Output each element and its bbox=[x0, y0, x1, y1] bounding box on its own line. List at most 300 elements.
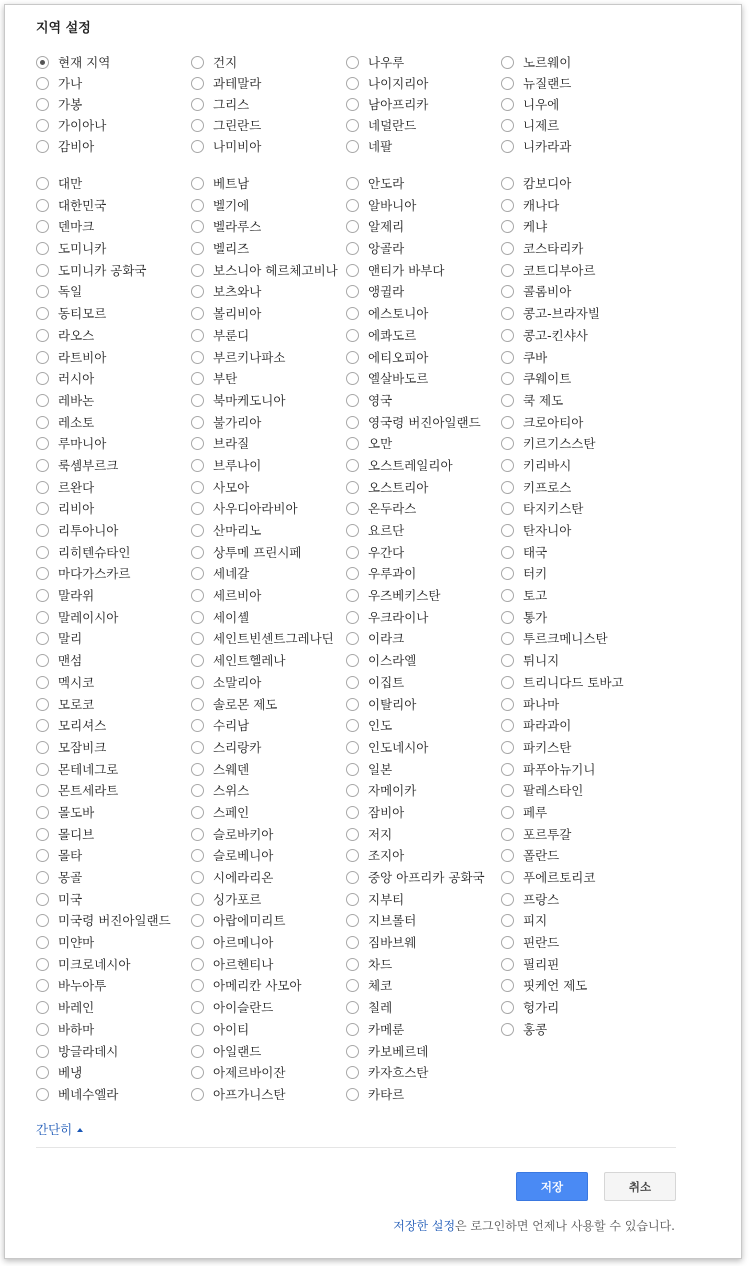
save-button[interactable]: 저장 bbox=[516, 1172, 588, 1201]
region-option[interactable] bbox=[346, 349, 498, 366]
radio-button[interactable] bbox=[501, 56, 514, 69]
region-option[interactable] bbox=[346, 75, 498, 92]
region-option[interactable] bbox=[191, 522, 343, 539]
radio-button[interactable] bbox=[346, 1001, 359, 1014]
region-option[interactable] bbox=[346, 240, 498, 257]
region-option[interactable] bbox=[501, 956, 653, 973]
region-option[interactable] bbox=[191, 305, 343, 322]
radio-button[interactable] bbox=[346, 632, 359, 645]
radio-button[interactable] bbox=[501, 719, 514, 732]
region-option[interactable] bbox=[191, 565, 343, 582]
radio-button[interactable] bbox=[501, 936, 514, 949]
radio-button[interactable] bbox=[36, 828, 49, 841]
region-option[interactable] bbox=[346, 500, 498, 517]
radio-button[interactable] bbox=[36, 589, 49, 602]
region-option[interactable] bbox=[191, 414, 343, 431]
region-option[interactable] bbox=[346, 891, 498, 908]
region-option[interactable] bbox=[346, 739, 498, 756]
region-option[interactable] bbox=[501, 869, 653, 886]
radio-button[interactable] bbox=[346, 329, 359, 342]
region-option[interactable] bbox=[501, 1021, 653, 1038]
region-option[interactable] bbox=[501, 891, 653, 908]
region-option[interactable] bbox=[36, 652, 188, 669]
radio-button[interactable] bbox=[36, 481, 49, 494]
region-option[interactable] bbox=[501, 138, 653, 155]
region-option[interactable] bbox=[501, 630, 653, 647]
radio-button[interactable] bbox=[346, 307, 359, 320]
region-option[interactable] bbox=[191, 652, 343, 669]
region-option[interactable] bbox=[501, 587, 653, 604]
radio-button[interactable] bbox=[346, 351, 359, 364]
radio-button[interactable] bbox=[191, 56, 204, 69]
region-option[interactable] bbox=[346, 674, 498, 691]
radio-button[interactable] bbox=[346, 828, 359, 841]
radio-button[interactable] bbox=[501, 437, 514, 450]
region-option[interactable] bbox=[191, 891, 343, 908]
radio-button[interactable] bbox=[501, 698, 514, 711]
radio-button[interactable] bbox=[346, 784, 359, 797]
radio-button[interactable] bbox=[501, 914, 514, 927]
region-option[interactable] bbox=[36, 305, 188, 322]
region-option[interactable] bbox=[501, 305, 653, 322]
region-option[interactable] bbox=[501, 696, 653, 713]
region-option[interactable] bbox=[346, 54, 498, 71]
radio-button[interactable] bbox=[346, 285, 359, 298]
radio-button[interactable] bbox=[191, 140, 204, 153]
region-option[interactable] bbox=[346, 826, 498, 843]
radio-button[interactable] bbox=[191, 784, 204, 797]
region-option[interactable] bbox=[346, 414, 498, 431]
radio-button[interactable] bbox=[191, 1023, 204, 1036]
radio-button[interactable] bbox=[501, 307, 514, 320]
radio-button[interactable] bbox=[501, 611, 514, 624]
region-option[interactable] bbox=[346, 761, 498, 778]
region-option[interactable] bbox=[501, 652, 653, 669]
radio-button[interactable] bbox=[346, 481, 359, 494]
radio-button[interactable] bbox=[191, 849, 204, 862]
radio-button[interactable] bbox=[346, 140, 359, 153]
region-option[interactable] bbox=[36, 1064, 188, 1081]
region-option[interactable] bbox=[191, 392, 343, 409]
region-option[interactable] bbox=[346, 370, 498, 387]
radio-button[interactable] bbox=[36, 416, 49, 429]
region-option[interactable] bbox=[191, 370, 343, 387]
radio-button[interactable] bbox=[501, 849, 514, 862]
cancel-button[interactable]: 취소 bbox=[604, 1172, 676, 1201]
region-option[interactable] bbox=[501, 934, 653, 951]
region-option[interactable] bbox=[191, 327, 343, 344]
radio-button[interactable] bbox=[191, 1088, 204, 1101]
radio-button[interactable] bbox=[191, 351, 204, 364]
region-option[interactable] bbox=[36, 500, 188, 517]
region-option[interactable] bbox=[36, 912, 188, 929]
region-option[interactable] bbox=[36, 175, 188, 192]
radio-button[interactable] bbox=[36, 307, 49, 320]
region-option[interactable] bbox=[191, 956, 343, 973]
region-option[interactable] bbox=[191, 804, 343, 821]
radio-button[interactable] bbox=[36, 806, 49, 819]
region-option[interactable] bbox=[36, 565, 188, 582]
radio-button[interactable] bbox=[191, 394, 204, 407]
radio-button[interactable] bbox=[346, 546, 359, 559]
saved-settings-link[interactable]: 저장한 설정 bbox=[393, 1219, 456, 1233]
radio-button[interactable] bbox=[346, 589, 359, 602]
radio-button[interactable] bbox=[501, 416, 514, 429]
radio-button[interactable] bbox=[191, 741, 204, 754]
radio-button[interactable] bbox=[346, 98, 359, 111]
region-option[interactable] bbox=[501, 327, 653, 344]
region-option[interactable] bbox=[346, 804, 498, 821]
region-option[interactable] bbox=[36, 54, 188, 71]
radio-button[interactable] bbox=[191, 77, 204, 90]
radio-button[interactable] bbox=[36, 77, 49, 90]
region-option[interactable] bbox=[501, 609, 653, 626]
region-option[interactable] bbox=[191, 117, 343, 134]
radio-button[interactable] bbox=[36, 1088, 49, 1101]
region-option[interactable] bbox=[346, 522, 498, 539]
region-option[interactable] bbox=[346, 392, 498, 409]
radio-button[interactable] bbox=[191, 285, 204, 298]
radio-button[interactable] bbox=[191, 979, 204, 992]
region-option[interactable] bbox=[346, 565, 498, 582]
radio-button[interactable] bbox=[346, 719, 359, 732]
radio-button[interactable] bbox=[36, 1023, 49, 1036]
region-option[interactable] bbox=[36, 804, 188, 821]
radio-button[interactable] bbox=[501, 589, 514, 602]
region-option[interactable] bbox=[191, 847, 343, 864]
radio-button[interactable] bbox=[191, 524, 204, 537]
radio-button[interactable] bbox=[191, 416, 204, 429]
radio-button[interactable] bbox=[191, 698, 204, 711]
region-option[interactable] bbox=[36, 327, 188, 344]
radio-button[interactable] bbox=[501, 199, 514, 212]
radio-button[interactable] bbox=[501, 958, 514, 971]
radio-button[interactable] bbox=[346, 676, 359, 689]
radio-button[interactable] bbox=[501, 394, 514, 407]
region-option[interactable] bbox=[191, 544, 343, 561]
radio-button[interactable] bbox=[501, 763, 514, 776]
region-option[interactable] bbox=[36, 117, 188, 134]
radio-button[interactable] bbox=[501, 242, 514, 255]
region-option[interactable] bbox=[191, 696, 343, 713]
radio-button[interactable] bbox=[191, 806, 204, 819]
region-option[interactable] bbox=[191, 197, 343, 214]
radio-button[interactable] bbox=[191, 372, 204, 385]
region-option[interactable] bbox=[191, 630, 343, 647]
region-option[interactable] bbox=[191, 761, 343, 778]
radio-button[interactable] bbox=[36, 719, 49, 732]
region-option[interactable] bbox=[191, 218, 343, 235]
radio-button[interactable] bbox=[191, 654, 204, 667]
radio-button[interactable] bbox=[501, 285, 514, 298]
radio-button[interactable] bbox=[346, 220, 359, 233]
region-option[interactable] bbox=[501, 847, 653, 864]
region-option[interactable] bbox=[191, 175, 343, 192]
radio-button[interactable] bbox=[346, 242, 359, 255]
radio-button[interactable] bbox=[191, 119, 204, 132]
radio-button[interactable] bbox=[191, 502, 204, 515]
region-option[interactable] bbox=[191, 1021, 343, 1038]
radio-button[interactable] bbox=[36, 546, 49, 559]
radio-button[interactable] bbox=[36, 1001, 49, 1014]
region-option[interactable] bbox=[36, 977, 188, 994]
region-option[interactable] bbox=[346, 327, 498, 344]
radio-button[interactable] bbox=[501, 481, 514, 494]
region-option[interactable] bbox=[501, 218, 653, 235]
region-option[interactable] bbox=[501, 739, 653, 756]
region-option[interactable] bbox=[36, 761, 188, 778]
radio-button[interactable] bbox=[501, 351, 514, 364]
region-option[interactable] bbox=[346, 117, 498, 134]
radio-button[interactable] bbox=[36, 1066, 49, 1079]
radio-button[interactable] bbox=[346, 437, 359, 450]
radio-button[interactable] bbox=[191, 567, 204, 580]
region-option[interactable] bbox=[36, 349, 188, 366]
radio-button[interactable] bbox=[346, 806, 359, 819]
radio-button[interactable] bbox=[346, 611, 359, 624]
radio-button[interactable] bbox=[501, 871, 514, 884]
radio-button[interactable] bbox=[36, 763, 49, 776]
region-option[interactable] bbox=[36, 1086, 188, 1103]
region-option[interactable] bbox=[36, 826, 188, 843]
region-option[interactable] bbox=[36, 240, 188, 257]
radio-button[interactable] bbox=[36, 524, 49, 537]
region-option[interactable] bbox=[36, 544, 188, 561]
region-option[interactable] bbox=[191, 457, 343, 474]
radio-button[interactable] bbox=[191, 611, 204, 624]
radio-button[interactable] bbox=[346, 958, 359, 971]
region-option[interactable] bbox=[36, 1043, 188, 1060]
region-option[interactable] bbox=[36, 283, 188, 300]
radio-button[interactable] bbox=[36, 264, 49, 277]
radio-button[interactable] bbox=[501, 567, 514, 580]
radio-button[interactable] bbox=[501, 676, 514, 689]
radio-button[interactable] bbox=[36, 140, 49, 153]
radio-button[interactable] bbox=[191, 264, 204, 277]
radio-button[interactable] bbox=[36, 871, 49, 884]
radio-button[interactable] bbox=[501, 893, 514, 906]
region-option[interactable] bbox=[501, 197, 653, 214]
region-option[interactable] bbox=[191, 999, 343, 1016]
radio-button[interactable] bbox=[191, 632, 204, 645]
region-option[interactable] bbox=[501, 392, 653, 409]
region-option[interactable] bbox=[36, 96, 188, 113]
region-option[interactable] bbox=[191, 54, 343, 71]
radio-button[interactable] bbox=[346, 893, 359, 906]
region-option[interactable] bbox=[501, 782, 653, 799]
region-option[interactable] bbox=[346, 1021, 498, 1038]
radio-button[interactable] bbox=[346, 741, 359, 754]
radio-button[interactable] bbox=[36, 242, 49, 255]
radio-button[interactable] bbox=[191, 329, 204, 342]
region-option[interactable] bbox=[36, 696, 188, 713]
radio-button[interactable] bbox=[501, 654, 514, 667]
region-option[interactable] bbox=[36, 847, 188, 864]
region-option[interactable] bbox=[346, 138, 498, 155]
radio-button[interactable] bbox=[501, 140, 514, 153]
radio-button[interactable] bbox=[191, 936, 204, 949]
region-option[interactable] bbox=[191, 349, 343, 366]
radio-button[interactable] bbox=[501, 632, 514, 645]
region-option[interactable] bbox=[501, 674, 653, 691]
region-option[interactable] bbox=[36, 587, 188, 604]
radio-button[interactable] bbox=[346, 416, 359, 429]
radio-button[interactable] bbox=[36, 502, 49, 515]
region-option[interactable] bbox=[191, 138, 343, 155]
region-option[interactable] bbox=[501, 544, 653, 561]
region-option[interactable] bbox=[36, 782, 188, 799]
region-option[interactable] bbox=[346, 652, 498, 669]
radio-button[interactable] bbox=[346, 1088, 359, 1101]
region-option[interactable] bbox=[191, 96, 343, 113]
radio-button[interactable] bbox=[191, 199, 204, 212]
radio-button[interactable] bbox=[346, 77, 359, 90]
region-option[interactable] bbox=[36, 370, 188, 387]
radio-button[interactable] bbox=[346, 459, 359, 472]
region-option[interactable] bbox=[191, 609, 343, 626]
radio-button[interactable] bbox=[346, 567, 359, 580]
radio-button[interactable] bbox=[191, 958, 204, 971]
radio-button[interactable] bbox=[36, 958, 49, 971]
region-option[interactable] bbox=[36, 522, 188, 539]
radio-button[interactable] bbox=[36, 329, 49, 342]
radio-button[interactable] bbox=[346, 1066, 359, 1079]
radio-button[interactable] bbox=[346, 502, 359, 515]
region-option[interactable] bbox=[191, 674, 343, 691]
region-option[interactable] bbox=[36, 717, 188, 734]
region-option[interactable] bbox=[36, 739, 188, 756]
radio-button[interactable] bbox=[346, 936, 359, 949]
radio-button[interactable] bbox=[36, 936, 49, 949]
radio-button[interactable] bbox=[191, 828, 204, 841]
radio-button[interactable] bbox=[191, 546, 204, 559]
region-option[interactable] bbox=[36, 1021, 188, 1038]
radio-button[interactable] bbox=[501, 546, 514, 559]
radio-button[interactable] bbox=[346, 56, 359, 69]
region-option[interactable] bbox=[501, 117, 653, 134]
region-option[interactable] bbox=[191, 1043, 343, 1060]
region-option[interactable] bbox=[36, 75, 188, 92]
region-option[interactable] bbox=[36, 956, 188, 973]
radio-button[interactable] bbox=[36, 119, 49, 132]
radio-button[interactable] bbox=[36, 351, 49, 364]
region-option[interactable] bbox=[36, 414, 188, 431]
region-option[interactable] bbox=[346, 457, 498, 474]
region-option[interactable] bbox=[501, 96, 653, 113]
region-option[interactable] bbox=[36, 479, 188, 496]
region-option[interactable] bbox=[346, 912, 498, 929]
radio-button[interactable] bbox=[36, 394, 49, 407]
radio-button[interactable] bbox=[501, 264, 514, 277]
region-option[interactable] bbox=[191, 826, 343, 843]
radio-button[interactable] bbox=[191, 307, 204, 320]
region-option[interactable] bbox=[36, 999, 188, 1016]
region-option[interactable] bbox=[191, 934, 343, 951]
region-option[interactable] bbox=[501, 457, 653, 474]
radio-button[interactable] bbox=[191, 481, 204, 494]
radio-button[interactable] bbox=[191, 242, 204, 255]
region-option[interactable] bbox=[501, 565, 653, 582]
region-option[interactable] bbox=[36, 197, 188, 214]
region-option[interactable] bbox=[191, 782, 343, 799]
radio-button[interactable] bbox=[36, 98, 49, 111]
radio-button[interactable] bbox=[36, 199, 49, 212]
radio-button[interactable] bbox=[36, 220, 49, 233]
radio-button[interactable] bbox=[191, 1045, 204, 1058]
radio-button[interactable] bbox=[501, 459, 514, 472]
region-option[interactable] bbox=[501, 804, 653, 821]
radio-button[interactable] bbox=[501, 119, 514, 132]
radio-button[interactable] bbox=[36, 676, 49, 689]
radio-button[interactable] bbox=[346, 177, 359, 190]
region-option[interactable] bbox=[501, 500, 653, 517]
region-option[interactable] bbox=[501, 54, 653, 71]
region-option[interactable] bbox=[346, 435, 498, 452]
region-option[interactable] bbox=[191, 1086, 343, 1103]
region-option[interactable] bbox=[346, 782, 498, 799]
radio-button[interactable] bbox=[346, 849, 359, 862]
radio-button[interactable] bbox=[191, 1001, 204, 1014]
radio-button[interactable] bbox=[501, 524, 514, 537]
region-option[interactable] bbox=[501, 414, 653, 431]
region-option[interactable] bbox=[36, 457, 188, 474]
region-option[interactable] bbox=[346, 197, 498, 214]
region-option[interactable] bbox=[36, 674, 188, 691]
region-option[interactable] bbox=[346, 587, 498, 604]
region-option[interactable] bbox=[501, 349, 653, 366]
region-option[interactable] bbox=[36, 392, 188, 409]
radio-button[interactable] bbox=[36, 741, 49, 754]
region-option[interactable] bbox=[501, 370, 653, 387]
region-option[interactable] bbox=[501, 479, 653, 496]
region-option[interactable] bbox=[346, 1064, 498, 1081]
region-option[interactable] bbox=[346, 999, 498, 1016]
radio-button[interactable] bbox=[501, 806, 514, 819]
region-option[interactable] bbox=[501, 999, 653, 1016]
radio-button[interactable] bbox=[346, 264, 359, 277]
region-option[interactable] bbox=[346, 218, 498, 235]
region-option[interactable] bbox=[36, 262, 188, 279]
region-option[interactable] bbox=[501, 912, 653, 929]
region-option[interactable] bbox=[501, 262, 653, 279]
region-option[interactable] bbox=[501, 826, 653, 843]
region-option[interactable] bbox=[501, 977, 653, 994]
radio-button[interactable] bbox=[36, 437, 49, 450]
radio-button[interactable] bbox=[346, 524, 359, 537]
region-option[interactable] bbox=[346, 956, 498, 973]
region-option[interactable] bbox=[346, 305, 498, 322]
region-option[interactable] bbox=[501, 75, 653, 92]
region-option[interactable] bbox=[191, 262, 343, 279]
radio-button[interactable] bbox=[36, 893, 49, 906]
region-option[interactable] bbox=[346, 934, 498, 951]
region-option[interactable] bbox=[191, 587, 343, 604]
region-option[interactable] bbox=[346, 696, 498, 713]
region-option[interactable] bbox=[36, 138, 188, 155]
radio-button[interactable] bbox=[346, 763, 359, 776]
region-option[interactable] bbox=[346, 544, 498, 561]
radio-button[interactable] bbox=[191, 914, 204, 927]
radio-button[interactable] bbox=[191, 676, 204, 689]
radio-button[interactable] bbox=[346, 979, 359, 992]
radio-button[interactable] bbox=[346, 654, 359, 667]
radio-button[interactable] bbox=[36, 632, 49, 645]
region-option[interactable] bbox=[191, 479, 343, 496]
region-option[interactable] bbox=[501, 761, 653, 778]
radio-button[interactable] bbox=[191, 220, 204, 233]
radio-button[interactable] bbox=[36, 567, 49, 580]
radio-button[interactable] bbox=[501, 502, 514, 515]
